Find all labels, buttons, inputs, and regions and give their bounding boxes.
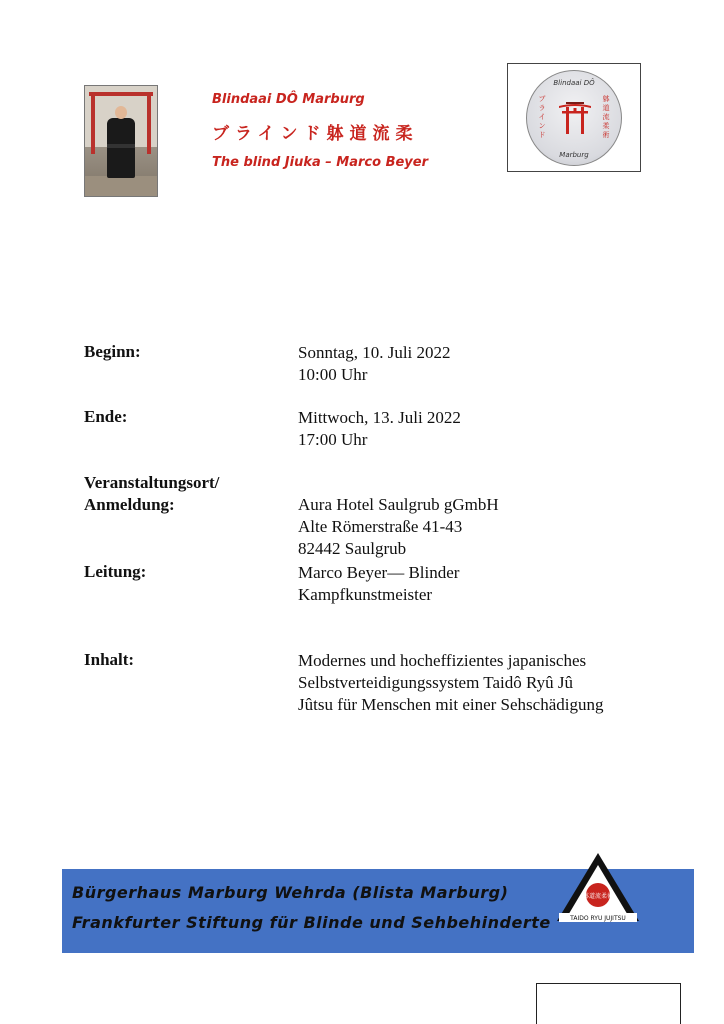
photo-person-head — [115, 106, 127, 119]
value-inhalt — [298, 650, 603, 716]
logo-top-text: Blindaai DÔ — [553, 79, 595, 87]
label-leitung: Leitung: — [84, 562, 147, 581]
logo-left-text: ブラインド — [538, 95, 546, 139]
photo-red-post-right — [147, 94, 151, 154]
photo-person-body — [107, 118, 135, 178]
taido-ryu-triangle-logo — [555, 851, 641, 925]
club-logo — [507, 63, 641, 172]
instructor-photo — [84, 85, 158, 197]
footer-venue: Bürgerhaus Marburg Wehrda (Blista Marburg) — [72, 883, 509, 902]
label-ende: Ende: — [84, 407, 128, 426]
header-club-name: Blindaai DÔ Marburg — [212, 92, 365, 107]
label-inhalt: Inhalt: — [84, 650, 135, 669]
label-veranstaltungsort-line1: Veranstaltungsort/ — [84, 473, 220, 492]
photo-red-post-left — [91, 94, 95, 154]
header-subtitle: The blind Jiuka – Marco Beyer — [212, 155, 428, 170]
value-hotel-name: Aura Hotel Saulgrub gGmbH — [298, 495, 499, 514]
photo-floor — [85, 176, 157, 196]
label-anmeldung: Anmeldung: — [84, 495, 175, 514]
header-japanese-title: ブラインド躰道流柔 — [212, 124, 419, 144]
value-ende-time: 17:00 Uhr — [298, 430, 368, 449]
label-veranstaltungsort — [84, 472, 219, 516]
value-beginn — [298, 342, 451, 386]
value-inhalt-line3: Jûtsu für Menschen mit einer Sehschädigung — [298, 695, 604, 714]
value-inhalt-line2: Selbstverteidigungssystem Taidô Ryû Jû — [298, 673, 574, 692]
value-leitung-line1: Marco Beyer— Blinder — [298, 563, 460, 582]
photo-person-belt — [107, 144, 135, 148]
value-beginn-time: 10:00 Uhr — [298, 365, 368, 384]
value-leitung — [298, 562, 459, 606]
logo-disc — [526, 70, 622, 166]
triangle-logo-kanji: 躰道流柔術 — [582, 893, 614, 900]
value-leitung-line2: Kampfkunstmeister — [298, 585, 433, 604]
value-beginn-date: Sonntag, 10. Juli 2022 — [298, 343, 451, 362]
value-ende — [298, 407, 461, 451]
torii-gate-icon — [558, 99, 592, 135]
triangle-logo-caption: TAIDO RYU JUJITSU — [570, 915, 626, 922]
value-inhalt-line1: Modernes und hocheffizientes japanisches — [298, 651, 587, 670]
value-veranstaltungsort — [298, 494, 499, 560]
photo-red-beam — [89, 92, 153, 96]
value-street: Alte Römerstraße 41-43 — [298, 517, 463, 536]
empty-box — [536, 983, 681, 1024]
logo-bottom-text: Marburg — [559, 151, 589, 159]
label-beginn: Beginn: — [84, 342, 141, 361]
logo-right-text: 躰道流柔術 — [602, 95, 610, 139]
value-city: 82442 Saulgrub — [298, 539, 407, 558]
footer-foundation: Frankfurter Stiftung für Blinde und Sehbehinderte — [72, 913, 551, 932]
value-ende-date: Mittwoch, 13. Juli 2022 — [298, 408, 461, 427]
